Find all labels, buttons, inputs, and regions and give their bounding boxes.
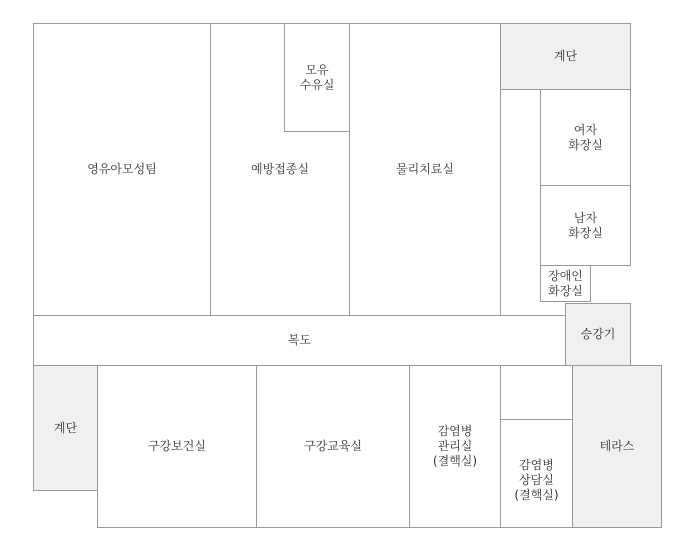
room-label: 수유실 bbox=[299, 77, 335, 92]
room-elevator bbox=[565, 303, 631, 366]
room-label: 남자 bbox=[573, 210, 598, 225]
room-men-restroom bbox=[540, 185, 631, 266]
room-women-restroom bbox=[540, 89, 631, 186]
room-label: 물리치료실 bbox=[396, 162, 454, 176]
room-label: 모유 bbox=[305, 62, 329, 77]
room-infection-consultation bbox=[500, 419, 573, 528]
room-stairs-left bbox=[33, 365, 98, 491]
room-label: 여자 bbox=[573, 122, 598, 137]
room-label: 영유아모성팀 bbox=[87, 162, 157, 176]
room-infection-management bbox=[409, 365, 501, 528]
room-disabled-restroom bbox=[540, 265, 591, 302]
room-label: 장애인 bbox=[548, 268, 583, 283]
room-label: 승강기 bbox=[580, 327, 616, 341]
room-corridor bbox=[33, 315, 566, 366]
room-oral-health bbox=[97, 365, 257, 528]
room-terrace bbox=[572, 365, 662, 528]
room-label: 화장실 bbox=[568, 137, 603, 152]
room-oral-education bbox=[256, 365, 410, 528]
room-infant-maternal-team bbox=[33, 23, 211, 316]
room-label: 예방접종실 bbox=[251, 162, 309, 176]
room-label: (결핵실) bbox=[432, 454, 478, 468]
room-label: 관리실 bbox=[437, 439, 473, 453]
room-label: 계단 bbox=[553, 49, 578, 63]
room-physiotherapy bbox=[349, 23, 501, 316]
room-label: 구강보건실 bbox=[148, 439, 206, 453]
room-label: 계단 bbox=[53, 420, 78, 435]
room-nursing bbox=[284, 23, 350, 132]
room-label: 테라스 bbox=[599, 439, 635, 453]
room-label: 상담실 bbox=[519, 473, 554, 487]
room-label: (결핵실) bbox=[514, 488, 559, 502]
room-label: 구강교육실 bbox=[304, 439, 362, 453]
room-label: 화장실 bbox=[548, 283, 583, 298]
room-label: 화장실 bbox=[568, 225, 603, 240]
room-stairs-top bbox=[500, 23, 631, 90]
room-label: 감염병 bbox=[437, 424, 473, 438]
room-label: 복도 bbox=[287, 333, 312, 347]
room-label: 감염병 bbox=[519, 458, 554, 472]
